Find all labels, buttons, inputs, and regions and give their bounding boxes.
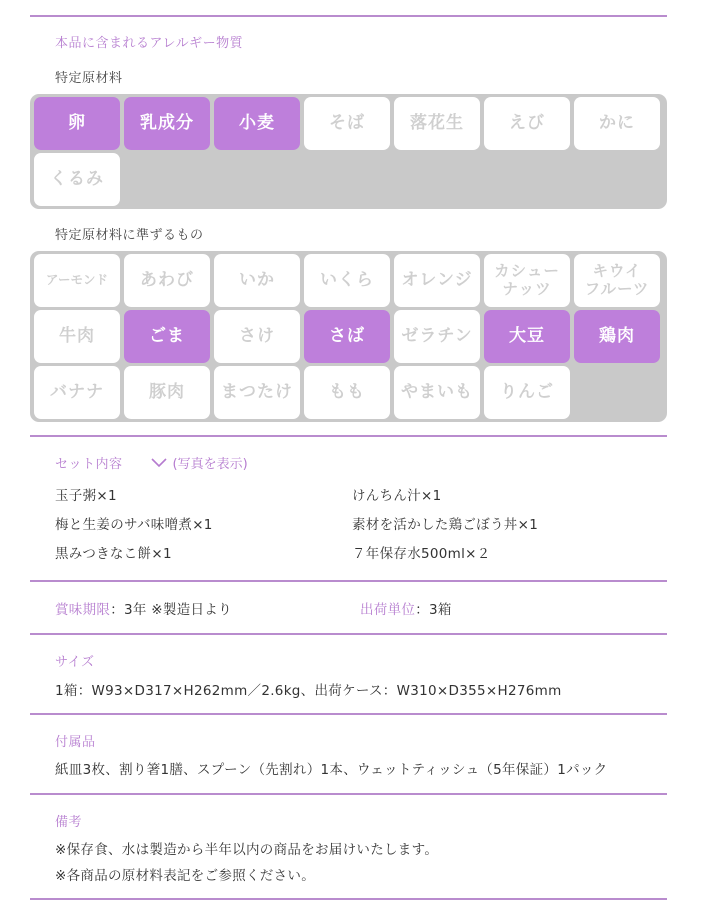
allergen-cell: 大豆 — [484, 310, 570, 363]
allergen-cell: アーモンド — [34, 254, 120, 307]
set-contents-list — [55, 484, 652, 562]
list-item: 黒みつきなこ餅×1 — [55, 546, 172, 562]
allergen-cell: りんご — [484, 366, 570, 419]
allergen-cell: 豚肉 — [124, 366, 210, 419]
allergen-cell: キウイ フルーツ — [574, 254, 660, 307]
set-contents-title: セット内容 — [55, 457, 123, 472]
allergen-cell: あわび — [124, 254, 210, 307]
notes-line: ※保存食、水は製造から半年以内の商品をお届けいたします。 — [55, 842, 439, 858]
expiry-value: ：3年 ※製造日より — [110, 602, 232, 618]
notes-title: 備考 — [55, 815, 83, 830]
shipping-unit-value: ：3箱 — [415, 602, 452, 618]
allergen-cell: ごま — [124, 310, 210, 363]
allergen-cell: 牛肉 — [34, 310, 120, 363]
expiry-label: 賞味期限 — [55, 602, 111, 618]
divider — [30, 15, 667, 17]
show-photo-link[interactable]: (写真を表示) — [172, 457, 248, 472]
allergen-cell: カシュー ナッツ — [484, 254, 570, 307]
allergen-cell: いくら — [304, 254, 390, 307]
expiry-info — [55, 598, 232, 618]
list-item: 梅と生姜のサバ味噌煮×1 — [55, 517, 213, 533]
allergen-cell: 乳成分 — [124, 97, 210, 150]
allergen-cell: えび — [484, 97, 570, 150]
allergen-cell: ゼラチン — [394, 310, 480, 363]
allergen-cell: いか — [214, 254, 300, 307]
allergen-cell: 鶏肉 — [574, 310, 660, 363]
divider — [30, 633, 667, 635]
size-text: 1箱：W93×D317×H262mm／2.6kg、出荷ケース：W310×D355×H276mm — [55, 683, 562, 699]
allergen-cell: 落花生 — [394, 97, 480, 150]
shipping-unit-label: 出荷単位 — [360, 602, 416, 618]
allergen-cell: オレンジ — [394, 254, 480, 307]
divider — [30, 713, 667, 715]
accessories-text: 紙皿3枚、割り箸1膳、スプーン（先割れ）1本、ウェットティッシュ（5年保証）1パック — [55, 762, 608, 778]
allergen-cell: そば — [304, 97, 390, 150]
allergen-cell: さば — [304, 310, 390, 363]
allergen-cell: さけ — [214, 310, 300, 363]
set-contents-header — [55, 453, 248, 472]
divider — [30, 898, 667, 900]
divider — [30, 435, 667, 437]
divider — [30, 793, 667, 795]
divider — [30, 580, 667, 582]
allergen-cell: バナナ — [34, 366, 120, 419]
allergen-cell: まつたけ — [214, 366, 300, 419]
allergen-section-title: 本品に含まれるアレルギー物質 — [55, 36, 244, 51]
allergen-cell: もも — [304, 366, 390, 419]
allergen-cell: やまいも — [394, 366, 480, 419]
list-item: ７年保存水500ml×２ — [352, 546, 491, 562]
shipping-unit-info — [360, 598, 452, 618]
allergen-cell: 小麦 — [214, 97, 300, 150]
chevron-down-icon[interactable] — [151, 458, 167, 468]
allergen-cell: 卵 — [34, 97, 120, 150]
size-title: サイズ — [55, 655, 95, 670]
specific-allergen-grid — [30, 94, 667, 209]
equivalent-allergen-grid — [30, 251, 667, 422]
allergen-cell: くるみ — [34, 153, 120, 206]
accessories-title: 付属品 — [55, 735, 96, 750]
allergen-cell: かに — [574, 97, 660, 150]
equivalent-materials-title: 特定原材料に準ずるもの — [55, 228, 204, 243]
specific-materials-title: 特定原材料 — [55, 71, 123, 86]
list-item: けんちん汁×1 — [352, 488, 442, 504]
list-item: 玉子粥×1 — [55, 488, 117, 504]
notes-line: ※各商品の原材料表記をご参照ください。 — [55, 868, 316, 884]
list-item: 素材を活かした鶏ごぼう丼×1 — [352, 517, 539, 533]
